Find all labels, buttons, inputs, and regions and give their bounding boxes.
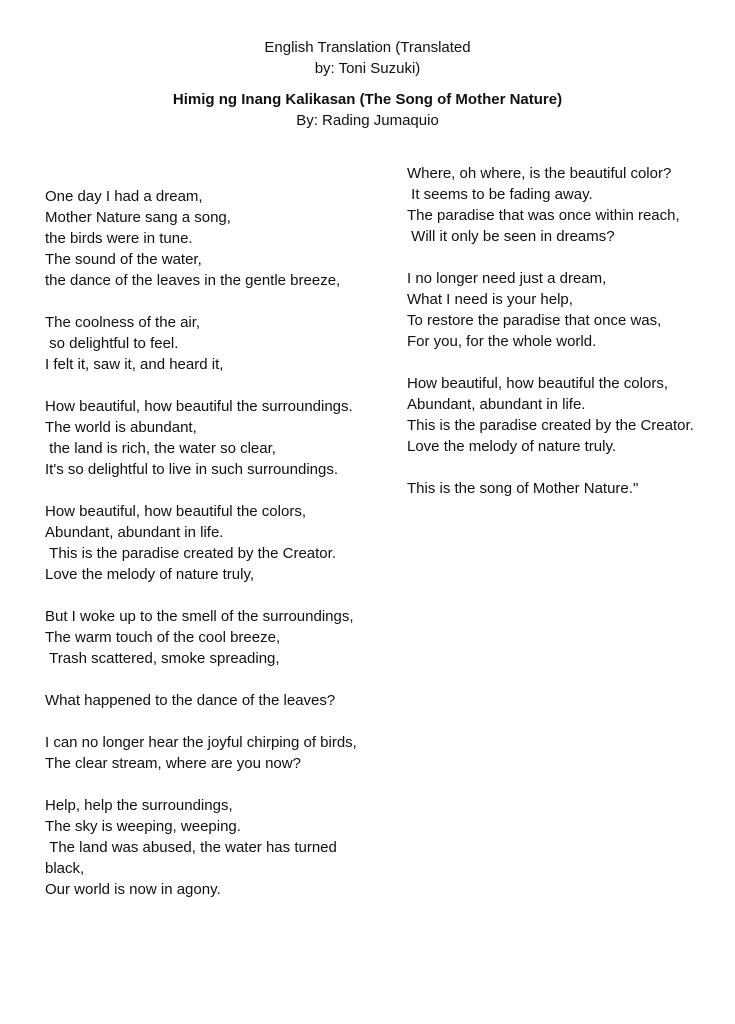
verse-line: The sound of the water, <box>45 251 202 268</box>
verse-line: This is the paradise created by the Creator. <box>45 545 336 562</box>
verse-line: The world is abundant, <box>45 419 197 436</box>
verse-line: The paradise that was once within reach, <box>407 207 680 224</box>
stanza <box>45 396 380 480</box>
poem-left-column <box>45 186 380 900</box>
verse-line: This is the paradise created by the Creator. <box>407 417 694 434</box>
stanza <box>45 186 380 291</box>
verse-line: I felt it, saw it, and heard it, <box>45 356 224 373</box>
verse-line: Mother Nature sang a song, <box>45 209 231 226</box>
document-header <box>0 37 735 131</box>
verse-line: Love the melody of nature truly, <box>45 566 255 583</box>
verse-line: The warm touch of the cool breeze, <box>45 629 281 646</box>
verse-line: How beautiful, how beautiful the colors, <box>407 375 668 392</box>
verse-line: But I woke up to the smell of the surroundings, <box>45 608 354 625</box>
verse-line: This is the song of Mother Nature." <box>407 480 639 497</box>
verse-line: For you, for the whole world. <box>407 333 597 350</box>
verse-line: It's so delightful to live in such surroundings. <box>45 461 339 478</box>
poem-author: By: Rading Jumaquio <box>296 112 439 129</box>
stanza <box>407 478 727 499</box>
stanza <box>45 732 380 774</box>
verse-line: Abundant, abundant in life. <box>407 396 586 413</box>
verse-line: The sky is weeping, weeping. <box>45 818 241 835</box>
stanza <box>45 795 380 900</box>
verse-line: The clear stream, where are you now? <box>45 755 301 772</box>
stanza <box>45 690 380 711</box>
verse-line: It seems to be fading away. <box>407 186 593 203</box>
translation-credit-line-2: by: Toni Suzuki) <box>314 60 421 77</box>
verse-line: Trash scattered, smoke spreading, <box>45 650 280 667</box>
stanza <box>407 373 727 457</box>
verse-line: What happened to the dance of the leaves? <box>45 692 336 709</box>
poem-title: Himig ng Inang Kalikasan (The Song of Mother Nature) <box>172 91 563 108</box>
stanza <box>407 268 727 352</box>
verse-line: I no longer need just a dream, <box>407 270 607 287</box>
stanza <box>45 312 380 375</box>
poem-right-column <box>407 163 727 499</box>
verse-line: Abundant, abundant in life. <box>45 524 224 541</box>
verse-line: One day I had a dream, <box>45 188 203 205</box>
verse-line: the dance of the leaves in the gentle breeze, <box>45 272 341 289</box>
verse-line: Help, help the surroundings, <box>45 797 233 814</box>
stanza <box>45 606 380 669</box>
verse-line: so delightful to feel. <box>45 335 179 352</box>
stanza <box>45 501 380 585</box>
verse-line: Where, oh where, is the beautiful color? <box>407 165 672 182</box>
verse-line: Will it only be seen in dreams? <box>407 228 615 245</box>
verse-line: The coolness of the air, <box>45 314 201 331</box>
verse-line: How beautiful, how beautiful the colors, <box>45 503 306 520</box>
verse-line: To restore the paradise that once was, <box>407 312 662 329</box>
verse-line: How beautiful, how beautiful the surroundings. <box>45 398 353 415</box>
verse-line: Our world is now in agony. <box>45 881 221 898</box>
verse-line: I can no longer hear the joyful chirping of birds, <box>45 734 357 751</box>
verse-line: the birds were in tune. <box>45 230 193 247</box>
verse-line: What I need is your help, <box>407 291 573 308</box>
stanza <box>407 163 727 247</box>
verse-line: Love the melody of nature truly. <box>407 438 617 455</box>
verse-line: The land was abused, the water has turned black, <box>45 839 342 877</box>
translation-credit-line-1: English Translation (Translated <box>264 39 471 56</box>
verse-line: the land is rich, the water so clear, <box>45 440 276 457</box>
